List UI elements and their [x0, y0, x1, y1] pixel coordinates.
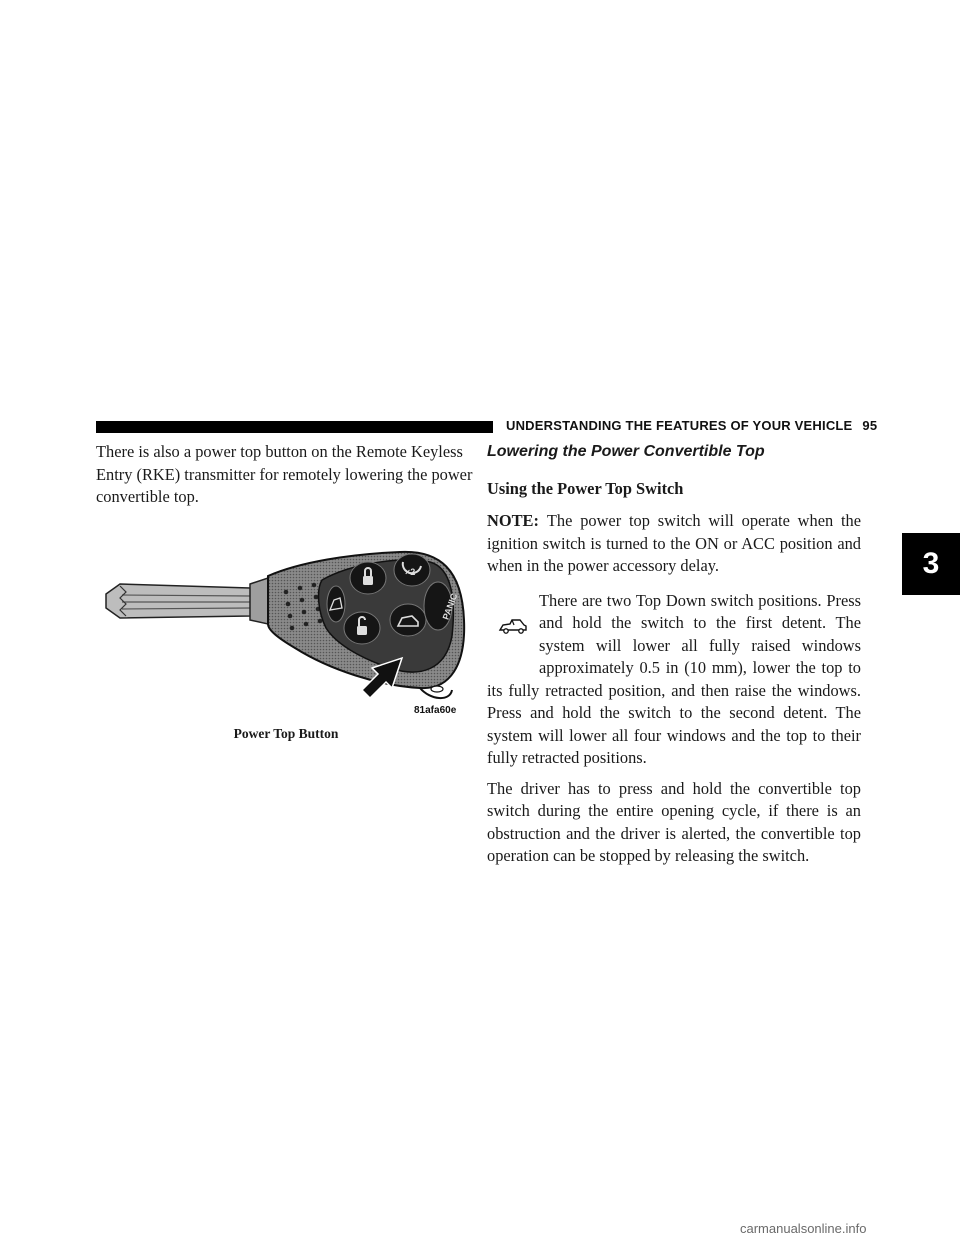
note-text: The power top switch will operate when the ignition switch is turned to the ON or ACC position and when in the power accessory delay.	[487, 511, 861, 575]
convertible-top-icon	[487, 590, 539, 662]
right-column	[487, 441, 861, 868]
page-number: 95	[862, 418, 878, 433]
subsection-title: Using the Power Top Switch	[487, 478, 684, 498]
note-label: NOTE:	[487, 511, 539, 530]
remote-start-label: ×2	[405, 567, 416, 577]
running-header	[506, 418, 877, 433]
switch-paragraph-block	[487, 590, 861, 770]
watermark: carmanualsonline.info	[740, 1221, 867, 1236]
section-title: Lowering the Power Convertible Top	[487, 443, 765, 460]
left-column	[96, 441, 476, 509]
note-paragraph	[487, 510, 861, 578]
chapter-tab: 3	[902, 533, 960, 595]
figure-caption: Power Top Button	[233, 726, 339, 741]
panic-label: PANIC	[440, 591, 460, 622]
switch-paragraph: There are two Top Down switch positions. Press and hold the switch to the first detent. The system will lower all fully raised windows approximately 0.5 in (10 mm), lower the top to its fully retracted position, and then raise the windows. Press and hold the switch to the second detent. The system will lower all four windows and the top to their fully retracted positions.	[487, 590, 861, 767]
intro-paragraph: There is also a power top button on the Remote Keyless Entry (RKE) transmitter for remotely lowering the power convertible top.	[96, 442, 473, 506]
header-rule	[96, 421, 493, 433]
key-fob-illustration	[100, 540, 472, 716]
header-title: UNDERSTANDING THE FEATURES OF YOUR VEHICLE	[506, 418, 853, 433]
key-fob-figure	[100, 540, 472, 716]
driver-paragraph: The driver has to press and hold the convertible top switch during the entire opening cycle, if there is an obstruction and the driver is alerted, the convertible top operation can be stopped by releasing the switch.	[487, 778, 861, 865]
figure-code: 81afa60e	[414, 705, 457, 716]
